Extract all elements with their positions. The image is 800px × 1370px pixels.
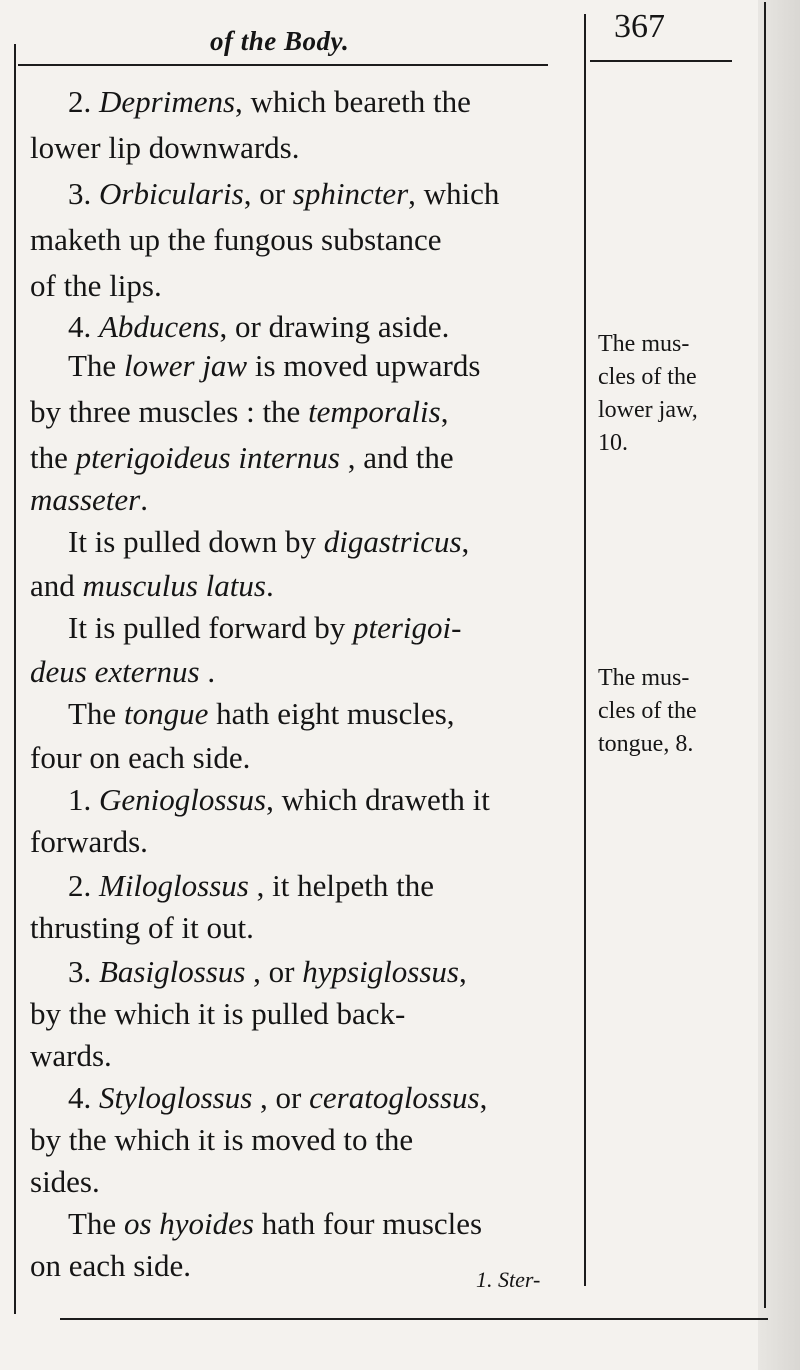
italic-term: lower jaw bbox=[123, 348, 248, 383]
text-line bbox=[30, 866, 616, 906]
text-line bbox=[30, 266, 578, 306]
text-line bbox=[30, 392, 578, 432]
side-note-line: lower jaw, bbox=[598, 397, 698, 423]
text-line bbox=[30, 994, 578, 1034]
italic-term: musculus latus bbox=[82, 568, 266, 603]
text-line bbox=[30, 1036, 578, 1076]
side-note-line: The mus- bbox=[598, 665, 690, 691]
text-segment: , or bbox=[245, 954, 303, 989]
text-line bbox=[30, 822, 578, 862]
side-note-line: The mus- bbox=[598, 331, 690, 357]
text-segment: It is pulled down by bbox=[68, 524, 324, 559]
text-segment: lower lip downwards. bbox=[30, 130, 300, 165]
text-line bbox=[30, 480, 578, 520]
italic-term: masseter bbox=[30, 482, 141, 517]
text-segment: . bbox=[265, 568, 274, 603]
text-line bbox=[30, 1204, 616, 1244]
text-segment: on each side. bbox=[30, 1248, 191, 1283]
italic-term: Genioglossus bbox=[99, 782, 267, 817]
text-segment: , and the bbox=[339, 440, 454, 475]
side-note bbox=[598, 662, 758, 761]
running-head: of the Body. bbox=[210, 26, 350, 56]
text-segment: , or bbox=[243, 176, 293, 211]
italic-term: Abducens bbox=[99, 309, 220, 344]
italic-term: pterigoi- bbox=[352, 610, 462, 645]
text-line bbox=[30, 438, 578, 478]
text-segment: sides. bbox=[30, 1164, 100, 1199]
text-segment: , bbox=[459, 954, 467, 989]
text-segment: , which draweth it bbox=[266, 782, 490, 817]
text-segment: 4. bbox=[68, 309, 99, 344]
italic-term: deus externus bbox=[30, 654, 200, 689]
text-line bbox=[30, 608, 616, 648]
text-line bbox=[30, 694, 616, 734]
catchword: 1. Ster- bbox=[476, 1267, 541, 1292]
text-segment: 3. bbox=[68, 954, 99, 989]
text-segment: by three muscles : the bbox=[30, 394, 309, 429]
text-segment: , which bbox=[408, 176, 500, 211]
text-segment: , or drawing aside. bbox=[219, 309, 450, 344]
italic-term: Orbicularis bbox=[99, 176, 244, 211]
text-segment: the bbox=[30, 440, 76, 475]
page-number: 367 bbox=[614, 8, 665, 45]
text-segment: 2. bbox=[68, 868, 99, 903]
text-line bbox=[30, 220, 578, 260]
italic-term: pterigoideus internus bbox=[75, 440, 340, 475]
header-rule bbox=[18, 64, 548, 66]
text-line bbox=[30, 174, 616, 214]
text-segment: The bbox=[68, 348, 124, 383]
italic-term: hypsiglossus bbox=[302, 954, 459, 989]
italic-term: Styloglossus bbox=[99, 1080, 253, 1115]
italic-term: ceratoglossus bbox=[309, 1080, 480, 1115]
text-line bbox=[30, 780, 616, 820]
text-segment: by the which it is pulled back- bbox=[30, 996, 406, 1031]
side-note-line: 10. bbox=[598, 430, 628, 456]
text-segment: . bbox=[140, 482, 148, 517]
bottom-rule bbox=[60, 1318, 768, 1320]
text-segment: four on each side. bbox=[30, 740, 251, 775]
margin-header-rule bbox=[590, 60, 732, 62]
text-line bbox=[30, 128, 578, 168]
side-note-line: cles of the bbox=[598, 364, 697, 390]
text-segment: thrusting of it out. bbox=[30, 910, 254, 945]
left-border-rule bbox=[14, 44, 16, 1314]
text-segment: It is pulled forward by bbox=[68, 610, 353, 645]
italic-term: Basiglossus bbox=[99, 954, 246, 989]
text-line bbox=[30, 566, 578, 606]
text-segment: . bbox=[199, 654, 216, 689]
text-segment: , bbox=[440, 394, 449, 429]
italic-term: temporalis bbox=[308, 394, 441, 429]
text-segment: The bbox=[68, 696, 124, 731]
italic-term: Deprimens bbox=[99, 84, 236, 119]
right-border-rule bbox=[764, 2, 766, 1308]
text-segment: , bbox=[479, 1080, 488, 1115]
text-segment: , or bbox=[252, 1080, 310, 1115]
text-segment: 1. bbox=[68, 782, 99, 817]
italic-term: os hyoides bbox=[123, 1206, 254, 1241]
text-segment: by the which it is moved to the bbox=[30, 1122, 414, 1157]
italic-term: tongue bbox=[123, 696, 209, 731]
text-segment: 4. bbox=[68, 1080, 99, 1115]
text-line bbox=[30, 82, 616, 122]
text-line bbox=[30, 652, 578, 692]
text-segment: 3. bbox=[68, 176, 99, 211]
italic-term: digastricus bbox=[323, 524, 462, 559]
italic-term: Miloglossus bbox=[99, 868, 249, 903]
text-segment: hath eight muscles, bbox=[208, 696, 455, 731]
text-segment: is moved upwards bbox=[247, 348, 481, 383]
side-note-line: cles of the bbox=[598, 698, 697, 724]
text-segment: The bbox=[68, 1206, 124, 1241]
text-line bbox=[30, 1078, 616, 1118]
italic-term: sphincter bbox=[292, 176, 409, 211]
text-line bbox=[30, 522, 616, 562]
text-line bbox=[30, 738, 578, 778]
text-segment: forwards. bbox=[30, 824, 148, 859]
text-segment: and bbox=[30, 568, 83, 603]
text-segment: , which beareth the bbox=[235, 84, 471, 119]
text-line bbox=[30, 952, 616, 992]
text-line bbox=[30, 908, 578, 948]
text-segment: , bbox=[461, 524, 470, 559]
text-segment: wards. bbox=[30, 1038, 112, 1073]
text-segment: hath four muscles bbox=[253, 1206, 483, 1241]
text-segment: 2. bbox=[68, 84, 99, 119]
text-line bbox=[30, 1120, 578, 1160]
text-line bbox=[30, 307, 616, 347]
text-segment: of the lips. bbox=[30, 268, 162, 303]
text-line bbox=[30, 1162, 578, 1202]
text-segment: maketh up the fungous substance bbox=[30, 222, 442, 257]
text-line bbox=[30, 346, 616, 386]
side-note-line: tongue, 8. bbox=[598, 731, 694, 757]
text-segment: , it helpeth the bbox=[248, 868, 434, 903]
side-note bbox=[598, 328, 758, 460]
